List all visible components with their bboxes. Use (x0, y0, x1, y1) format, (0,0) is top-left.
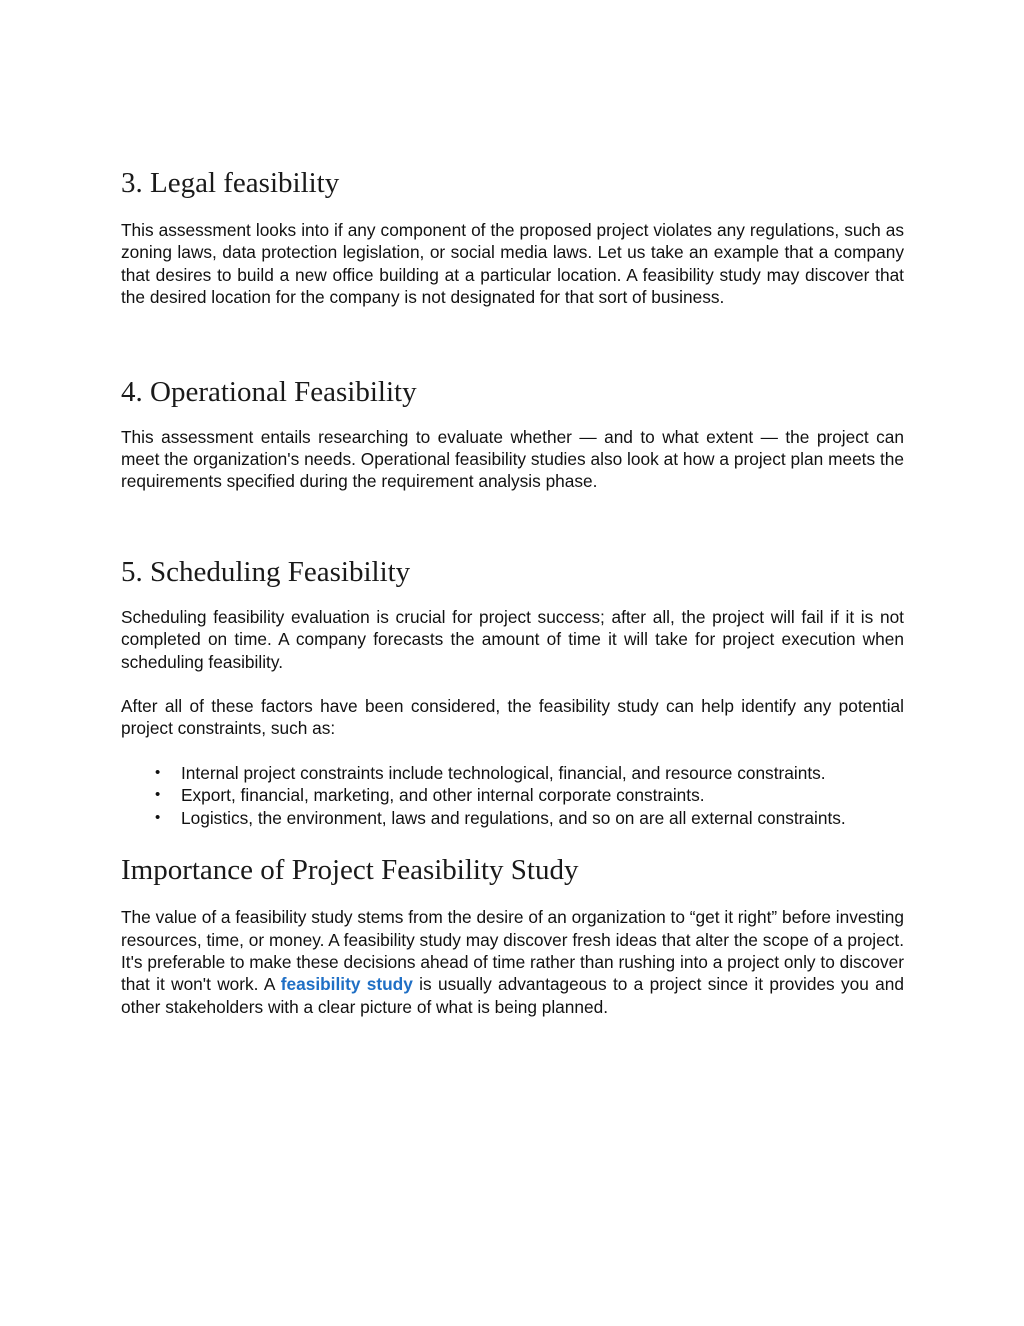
section-paragraph: This assessment entails researching to evaluate whether — and to what extent — the project can meet the organization's needs. Operational feasibility studies also look at how a project plan meets the requirements specified during the requirement analysis phase. (121, 426, 904, 492)
constraints-list (121, 762, 904, 829)
section-heading: 4. Operational Feasibility (121, 375, 417, 408)
section-operational-feasibility (121, 373, 904, 493)
section-heading: Importance of Project Feasibility Study (121, 854, 579, 887)
list-item (155, 807, 904, 829)
list-item-text: Internal project constraints include technological, financial, and resource constraints. (181, 762, 826, 783)
paragraph-text: The value of a feasibility study stems from the desire of an organization to “get it right” before investing resources, time, or money. A feasibility study may discover fresh ideas that alter the scope of a project. It's preferable to make these decisions ahead of time rather than rushing into a project only to discover that it won't work. A (121, 907, 904, 995)
section-importance (121, 851, 904, 1018)
section-scheduling-feasibility (121, 553, 904, 829)
section-legal-feasibility (121, 164, 904, 309)
bullet-icon: • (155, 786, 161, 804)
section-paragraph: Scheduling feasibility evaluation is crucial for project success; after all, the project will fail if it is not completed on time. A company forecasts the amount of time it will take for project execution when scheduling feasibility. (121, 606, 904, 672)
paragraph-text: is usually advantageous to a project since it provides you and other stakeholders with a clear picture of what is being planned. (121, 974, 905, 1017)
feasibility-study-link[interactable]: feasibility study (280, 974, 413, 995)
document-page (121, 164, 904, 1018)
section-heading: 5. Scheduling Feasibility (121, 555, 411, 588)
list-item-text: Logistics, the environment, laws and regulations, and so on are all external constraints. (181, 807, 846, 828)
list-item-text: Export, financial, marketing, and other internal corporate constraints. (181, 785, 705, 806)
list-item (155, 784, 904, 806)
list-item (155, 762, 904, 784)
section-paragraph (121, 906, 904, 1018)
section-paragraph: This assessment looks into if any component of the proposed project violates any regulations, such as zoning laws, data protection legislation, or social media laws. Let us take an example that a company that desires to build a new office building at a particular location. A feasibility study may discover that the desired location for the company is not designated for that sort of business. (121, 220, 904, 308)
bullet-icon: • (155, 763, 161, 781)
section-paragraph: After all of these factors have been considered, the feasibility study can help identify any potential project constraints, such as: (121, 696, 904, 739)
section-heading: 3. Legal feasibility (121, 167, 340, 199)
bullet-icon: • (155, 808, 161, 826)
